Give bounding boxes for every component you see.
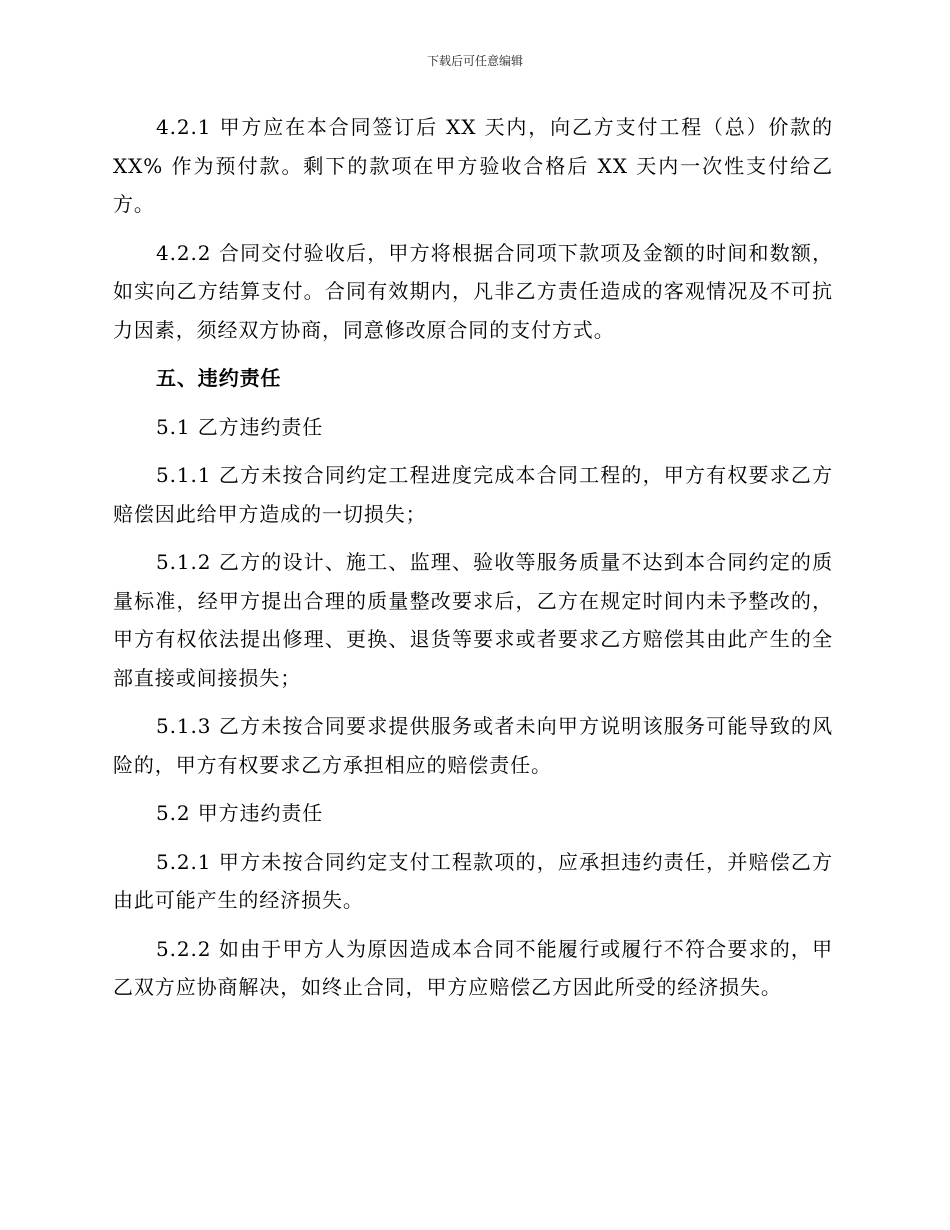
document-body	[113, 108, 833, 1017]
clause-5-2: 5.2 甲方违约责任	[156, 801, 324, 825]
clause-4-2-1: 4.2.1 甲方应在本合同签订后 XX 天内，向乙方支付工程（总）价款的 XX% 作为预付款。剩下的款项在甲方验收合格后 XX 天内一次性支付给乙方。	[113, 115, 833, 216]
clause-5-1: 5.1 乙方违约责任	[156, 414, 324, 439]
clause-5-2-1: 5.2.1 甲方未按合同约定支付工程款项的，应承担违约责任，并赔偿乙方由此可能产生的经济损失。	[113, 849, 833, 912]
clause-5-1-2: 5.1.2 乙方的设计、施工、监理、验收等服务质量不达到本合同约定的质量标准，经甲方提出合理的质量整改要求后，乙方在规定时间内未予整改的，甲方有权依法提出修理、更换、退货等要求或者要求乙方赔偿其由此产生的全部直接或间接损失；	[113, 550, 833, 690]
section-heading-breach-liability: 五、违约责任	[156, 366, 282, 390]
page-header: 下载后可任意编辑	[426, 54, 523, 68]
clause-4-2-2: 4.2.2 合同交付验收后，甲方将根据合同项下款项及金额的时间和数额，如实向乙方结算支付。合同有效期内，凡非乙方责任造成的客观情况及不可抗力因素，须经双方协商，同意修改原合同的支付方式。	[113, 240, 833, 342]
clause-5-2-2: 5.2.2 如由于甲方人为原因造成本合同不能履行或履行不符合要求的，甲乙双方应协商解决，如终止合同，甲方应赔偿乙方因此所受的经济损失。	[113, 936, 833, 999]
clause-5-1-1: 5.1.1 乙方未按合同约定工程进度完成本合同工程的，甲方有权要求乙方赔偿因此给甲方造成的一切损失；	[113, 463, 833, 526]
clause-5-1-3: 5.1.3 乙方未按合同要求提供服务或者未向甲方说明该服务可能导致的风险的，甲方有权要求乙方承担相应的赔偿责任。	[113, 714, 833, 777]
